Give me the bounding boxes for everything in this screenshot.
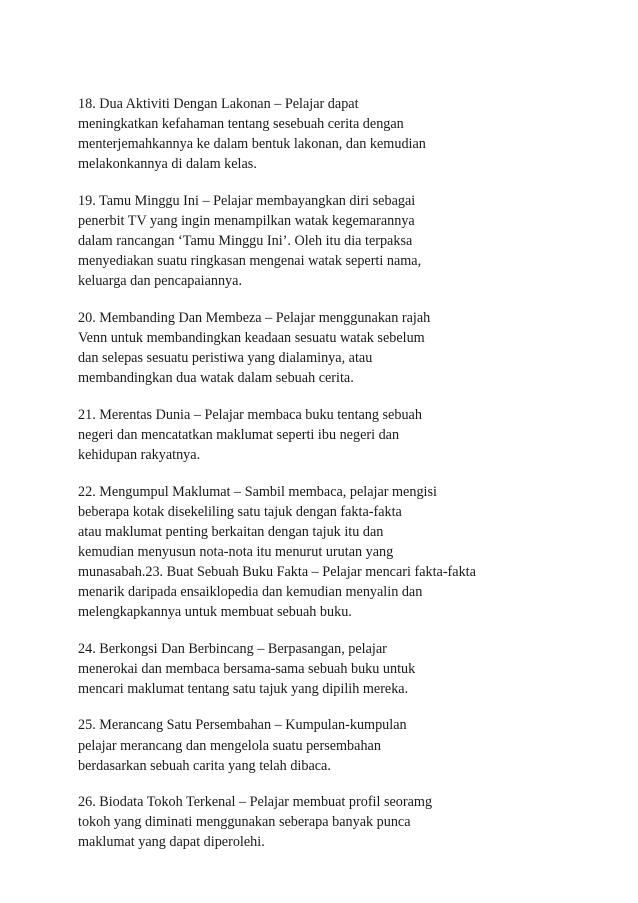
text-line: munasabah.23. Buat Sebuah Buku Fakta – Pelajar mencari fakta-fakta — [78, 563, 476, 580]
document-body — [78, 94, 598, 869]
text-line: pelajar merancang dan mengelola suatu persembahan — [78, 737, 381, 754]
text-line: melakonkannya di dalam kelas. — [78, 156, 257, 173]
paragraph-item-25 — [78, 792, 598, 852]
text-line: menarik daripada ensaiklopedia dan kemudian menyalin dan — [78, 583, 423, 600]
text-line: penerbit TV yang ingin menampilkan watak kegemarannya — [78, 212, 415, 229]
text-line: menerokai dan membaca bersama-sama sebuah buku untuk — [78, 660, 416, 677]
text-line: beberapa kotak disekeliling satu tajuk dengan fakta-fakta — [78, 503, 402, 520]
text-line: kehidupan rakyatnya. — [78, 446, 201, 463]
text-line: 19. Tamu Minggu Ini – Pelajar membayangkan diri sebagai — [78, 192, 416, 209]
text-line: menyediakan suatu ringkasan mengenai watak seperti nama, — [78, 253, 422, 270]
text-line: 25. Merancang Satu Persembahan – Kumpulan-kumpulan — [78, 717, 407, 734]
text-line: membandingkan dua watak dalam sebuah cerita. — [78, 370, 354, 387]
paragraph-item-19 — [78, 191, 598, 291]
text-line: keluarga dan pencapaiannya. — [78, 273, 242, 290]
text-line: negeri dan mencatatkan maklumat seperti ibu negeri dan — [78, 426, 400, 443]
text-line: Venn untuk membandingkan keadaan sesuatu watak sebelum — [78, 329, 425, 346]
text-line: 26. Biodata Tokoh Terkenal – Pelajar membuat profil seoramg — [78, 794, 433, 811]
text-line: mencari maklumat tentang satu tajuk yang dipilih mereka. — [78, 680, 409, 697]
text-line: melengkapkannya untuk membuat sebuah buku. — [78, 604, 352, 621]
text-line: 20. Membanding Dan Membeza – Pelajar menggunakan rajah — [78, 309, 431, 326]
text-line: tokoh yang diminati menggunakan seberapa banyak punca — [78, 814, 411, 831]
paragraph-item-22 — [78, 482, 598, 623]
text-line: 22. Mengumpul Maklumat – Sambil membaca, pelajar mengisi — [78, 483, 437, 500]
text-line: meningkatkan kefahaman tentang sesebuah cerita dengan — [78, 116, 404, 133]
text-line: maklumat yang dapat diperolehi. — [78, 834, 265, 851]
text-line: 18. Dua Aktiviti Dengan Lakonan – Pelajar dapat — [78, 96, 359, 112]
paragraph-item-21 — [78, 405, 598, 465]
text-line: dan selepas sesuatu peristiwa yang dialaminya, atau — [78, 350, 373, 367]
text-line: dalam rancangan ‘Tamu Minggu Ini’. Oleh itu dia terpaksa — [78, 233, 413, 250]
paragraph-item-23 — [78, 639, 598, 699]
paragraph-item-20 — [78, 308, 598, 388]
text-line: berdasarkan sebuah carita yang telah dibaca. — [78, 757, 331, 774]
text-line: menterjemahkannya ke dalam bentuk lakonan, dan kemudian — [78, 136, 426, 153]
text-line: 24. Berkongsi Dan Berbincang – Berpasangan, pelajar — [78, 640, 387, 657]
text-line: kemudian menyusun nota-nota itu menurut urutan yang — [78, 543, 394, 560]
text-line: 21. Merentas Dunia – Pelajar membaca buku tentang sebuah — [78, 406, 422, 423]
paragraph-item-24 — [78, 715, 598, 775]
paragraph-item-18 — [78, 94, 598, 174]
text-line: atau maklumat penting berkaitan dengan tajuk itu dan — [78, 523, 384, 540]
